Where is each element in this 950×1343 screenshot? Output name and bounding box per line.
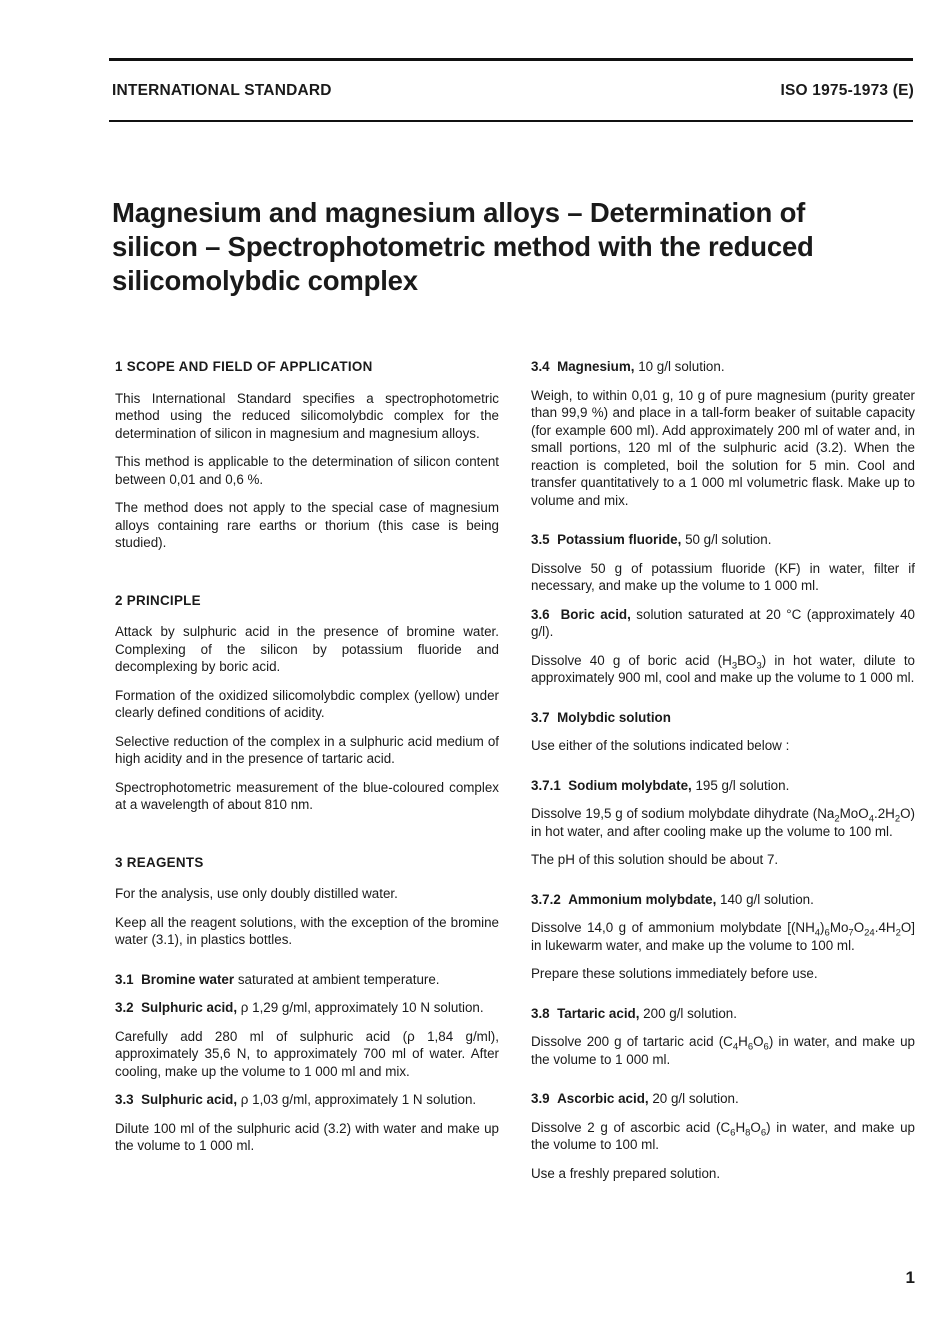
paragraph [531,652,915,687]
subclause-name: Ascorbic acid, [557,1091,649,1106]
text-run: BO [737,652,757,668]
subclause-name: Molybdic solution [557,709,671,725]
right-column [531,358,915,1193]
left-column [115,358,499,1166]
subclause-number: 3.4 [531,359,550,374]
subclause-name: Potassium fluoride, [557,532,682,547]
text-run: H [735,1119,746,1135]
text-run: O) in hot water, and after cooling make up the volume to 100 ml. [531,806,915,839]
subclause-name: Magnesium, [557,359,635,374]
text-run: Dissolve 14,0 g of ammonium molybdate [(NH [531,920,815,935]
paragraph [531,919,915,954]
subclause-heading [531,709,915,727]
subclause-heading [531,1005,915,1023]
subclause-heading [115,999,499,1017]
subscript: 2 [895,927,901,939]
subclause-heading [531,777,915,795]
header-document-number: ISO 1975-1973 (E) [780,82,914,99]
subclause-number: 3.7 [531,709,550,725]
paragraph: Use either of the solutions indicated below : [531,738,790,753]
text-run: ) in water, and make up the volume to 100 ml. [531,1119,915,1152]
text-run: O [853,920,865,935]
subscript: 24 [864,927,875,939]
subclause-number: 3.3 [115,1092,134,1107]
paragraph: Attack by sulphuric acid in the presence of bromine water. Complexing of the silicon by potassium fluoride and decomplexing by boric acid. [115,624,499,674]
paragraph: Spectrophotometric measurement of the blue-coloured complex at a wavelength of about 810 nm. [115,779,499,812]
text-run: ) [820,920,825,935]
subclause-number: 3.2 [115,1000,134,1015]
subclause-name: Sulphuric acid, [141,1000,238,1015]
subscript: 8 [745,1127,751,1139]
subclause-heading [115,971,499,989]
header-standard-label: INTERNATIONAL STANDARD [112,82,332,99]
subscript: 3 [731,660,738,672]
text-run: Dissolve 19,5 g of sodium molybdate dihydrate (Na [531,806,835,821]
subscript: 6 [747,1041,754,1053]
subscript: 4 [868,813,874,825]
section-heading-principle: 2 PRINCIPLE [115,592,201,608]
paragraph: Selective reduction of the complex in a sulphuric acid medium of high acidity and in the presence of tartaric acid. [115,733,499,766]
subclause-desc: 20 g/l solution. [648,1091,739,1106]
subclause-heading [531,606,915,641]
subclause-desc: 195 g/l solution. [691,777,790,793]
subclause-desc: ρ 1,29 g/ml, approximately 10 N solution. [237,1000,484,1015]
subclause-name: Tartaric acid, [557,1005,640,1021]
subclause-name: Ammonium molybdate, [568,891,717,907]
paragraph: This International Standard specifies a spectrophotometric method using the reduced silicomolybdic complex for the determination of silicon in magnesium and magnesium alloys. [115,390,499,441]
subscript: 7 [848,927,854,939]
text-run: Dissolve 200 g of tartaric acid (C [531,1034,733,1049]
subclause-heading [531,358,915,376]
paragraph [531,1119,915,1154]
subscript: 3 [756,660,762,672]
text-run: .4H [874,920,896,935]
subclause-desc: solution saturated at 20 °C (approximately 40 g/l). [531,606,915,639]
subscript: 6 [760,1127,767,1139]
text-run: H [738,1034,748,1049]
subclause-number: 3.7.2 [531,891,561,907]
subclause-name: Boric acid, [560,606,631,622]
paragraph: Dissolve 50 g of potassium fluoride (KF) in water, filter if necessary, and make up the volume to 1 000 ml. [531,560,915,593]
paragraph: Dilute 100 ml of the sulphuric acid (3.2) with water and make up the volume to 1 000 ml. [115,1120,499,1153]
paragraph: Use a freshly prepared solution. [531,1165,721,1181]
subclause-number: 3.6 [531,606,550,622]
subclause-heading [531,1090,915,1108]
page-number: 1 [905,1268,915,1287]
subclause-number: 3.8 [531,1005,550,1021]
subclause-desc: 10 g/l solution. [634,359,725,374]
header-bottom-rule [109,120,913,122]
text-run: Dissolve 2 g of ascorbic acid (C [531,1119,731,1135]
text-run: ) in water, and make up the volume to 1 000 ml. [531,1034,915,1067]
subclause-number: 3.9 [531,1091,550,1106]
text-run: O [750,1119,761,1135]
subclause-desc: 140 g/l solution. [716,891,814,907]
subscript: 6 [824,927,830,939]
subclause-desc: saturated at ambient temperature. [234,971,440,987]
subscript: 6 [730,1127,736,1139]
subscript: 4 [732,1041,739,1053]
text-run: ) in hot water, dilute to approximately 900 ml, cool and make up the volume to 1 000 ml. [531,652,915,685]
paragraph: Prepare these solutions immediately before use. [531,966,818,981]
paragraph: Carefully add 280 ml of sulphuric acid (ρ 1,84 g/ml), approximately 35,6 N, to approximately 700 ml of water. After cooling, make up the volume to 1 000 ml and mix. [115,1028,499,1079]
subscript: 2 [834,813,840,825]
paragraph: Weigh, to within 0,01 g, 10 g of pure magnesium (purity greater than 99,9 %) and place in a tall-form beaker of suitable capacity (for example 600 ml). Add approximately 200 ml of water and, in small portions, 120 ml of the sulphuric acid (3.2). When the reaction is completed, boil the solution for 5 min. Cool and transfer quantitatively to a 1 000 ml volumetric flask. Make up to volume and mix. [531,387,915,508]
text-run: Mo [829,920,849,935]
subclause-number: 3.5 [531,532,550,547]
subclause-heading [531,531,915,549]
subclause-heading [531,891,915,909]
text-run: .2H [873,806,895,821]
page-title: Magnesium and magnesium alloys – Determination of silicon – Spectrophotometric method with the reduced silicomolybdic complex [112,197,814,296]
text-run: O [753,1034,764,1049]
text-run: O] in lukewarm water, and make up the volume to 100 ml. [531,920,915,953]
paragraph: The pH of this solution should be about 7. [531,852,779,867]
section-heading-reagents: 3 REAGENTS [115,854,204,870]
paragraph: This method is applicable to the determination of silicon content between 0,01 and 0,6 %. [115,454,499,487]
paragraph [531,805,915,840]
text-run: Dissolve 40 g of boric acid (H [531,652,732,668]
subscript: 6 [763,1041,769,1053]
paragraph: Keep all the reagent solutions, with the exception of the bromine water (3.1), in plastics bottles. [115,914,499,947]
subclause-name: Bromine water [141,971,235,987]
subclause-desc: 50 g/l solution. [681,532,772,547]
header-top-rule [109,58,913,61]
paragraph: Formation of the oxidized silicomolybdic complex (yellow) under clearly defined conditions of acidity. [115,687,499,720]
subclause-name: Sulphuric acid, [141,1092,238,1107]
paragraph [531,1033,915,1068]
subclause-heading [115,1091,499,1109]
paragraph: The method does not apply to the special case of magnesium alloys containing rare earths or thorium (this case is being studied). [115,500,499,550]
subscript: 2 [894,813,901,825]
subclause-number: 3.1 [115,971,134,987]
subclause-number: 3.7.1 [531,777,561,793]
subscript: 4 [814,927,821,939]
paragraph: For the analysis, use only doubly distilled water. [115,886,398,901]
subclause-name: Sodium molybdate, [568,777,692,793]
text-run: MoO [839,806,869,821]
section-heading-scope: 1 SCOPE AND FIELD OF APPLICATION [115,359,373,374]
subclause-desc: 200 g/l solution. [639,1005,737,1021]
subclause-desc: ρ 1,03 g/ml, approximately 1 N solution. [237,1092,477,1107]
